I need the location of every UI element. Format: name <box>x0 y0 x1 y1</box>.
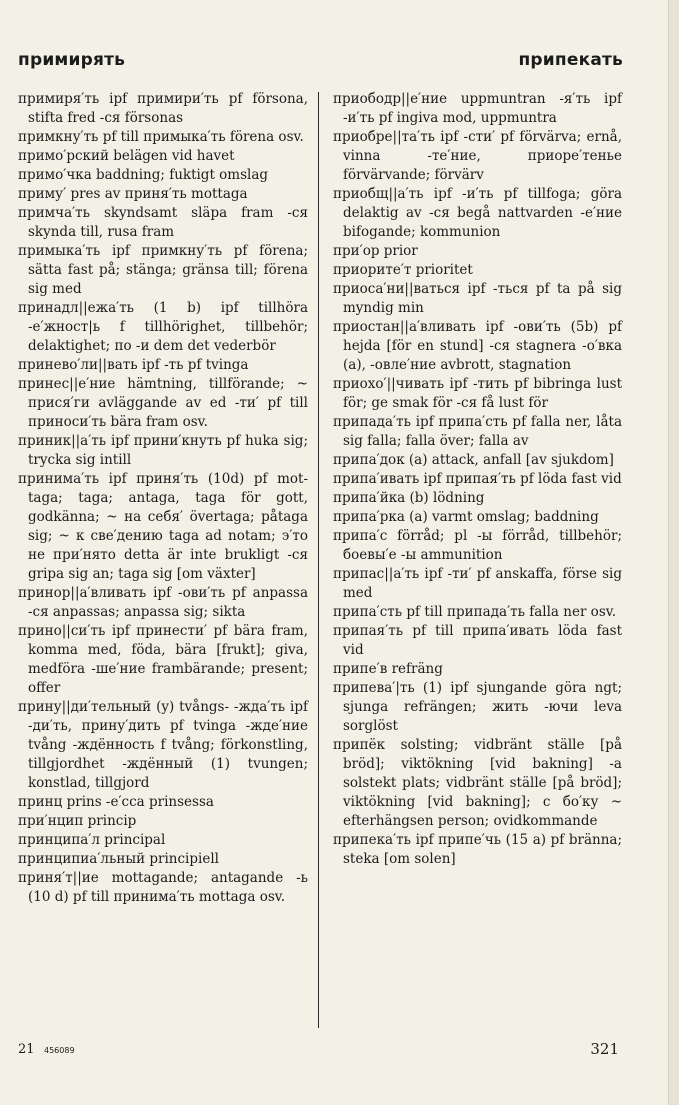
running-head <box>18 50 623 76</box>
entry: приня′т||ие mottagande; antagande -ь (10 d) pf till принима′ть mottaga osv. <box>18 870 308 905</box>
print-code: 456089 <box>44 1046 75 1055</box>
entry: принес||е′ние hämtning, tillförande; ~ прися′ги avläggande av ed -ти′ pf till приноси′ть bära fram osv. <box>18 376 308 430</box>
entry: припа′с förråd; pl -ы förråd, tillbehör; боевы′е -ы ammunition <box>333 528 622 563</box>
entry: припа′ивать ipf припая′ть pf löda fast vid <box>333 471 622 487</box>
entry: приоса′ни||ваться ipf -ться pf ta på sig myndig min <box>333 281 622 316</box>
entry: припа′сть pf till припада′ть falla ner osv. <box>333 604 617 620</box>
entry: приободр||е′ние uppmuntran -я′ть ipf -и′ть pf ingiva mod, uppmuntra <box>333 91 622 126</box>
entry: принево′ли||вать ipf -ть pf tvinga <box>18 357 249 373</box>
entry: примча′ть skyndsamt släpa fram -ся skynda till, rusa fram <box>18 205 308 240</box>
entry: приник||а′ть ipf прини′кнуть pf huka sig; trycka sig intill <box>18 433 308 468</box>
entry: приобре||та′ть ipf -сти′ pf förvärva; ernå, vinna -те′ние, приоре′тенье förvärvande; förvärv <box>333 129 622 183</box>
entry: припе′в refräng <box>333 661 443 677</box>
running-head-left: примирять <box>18 50 126 70</box>
entry: приостан||а′вливать ipf -ови′ть (5b) pf hejda [för en stund] -ся stagnera -о′вка (a), -овле′ние avbrott, stagnation <box>333 319 622 373</box>
signature-mark: 21 <box>18 1042 35 1057</box>
entry: припа′док (a) attack, anfall [av sjukdom] <box>333 452 614 468</box>
entry: приму′ pres av приня′ть mottaga <box>18 186 248 202</box>
entry: прину||ди′тельный (y) tvångs- -жда′ть ipf -ди′ть, прину′дить pf tvinga -жде′ние tvång -ждённость f tvång; förkonstling, tillgjordhet -ждённый (1) tvungen; konstlad, tillgjord <box>18 699 308 791</box>
entry: принор||а′вливать ipf -ови′ть pf anpassa -ся anpassas; anpassa sig; sikta <box>18 585 308 620</box>
entry: примо′чка baddning; fuktigt omslag <box>18 167 269 183</box>
entry: принципиа′льный principiell <box>18 851 219 867</box>
right-column <box>333 90 622 869</box>
page-number: 321 <box>590 1040 619 1058</box>
entry: припа′йка (b) lödning <box>333 490 485 506</box>
entry: примиря′ть ipf примири′ть pf försona, stifta fred -ся försonas <box>18 91 308 126</box>
entry: припека′ть ipf припе′чь (15 a) pf bränna; steka [om solen] <box>333 832 622 867</box>
entry: припёк solsting; vidbränt ställe [på bröd]; viktökning [vid bakning] -а solstekt plats; vidbränt ställe [på bröd]; viktökning [vid bakning]; с бо′ку ~ efterhängsen person; ovidkommande <box>333 737 622 829</box>
left-column <box>18 90 308 907</box>
entry: примкну′ть pf till примыка′ть förena osv. <box>18 129 304 145</box>
entry: при′ор prior <box>333 243 418 259</box>
entry: припада′ть ipf припа′сть pf falla ner, låta sig falla; falla över; falla av <box>333 414 622 449</box>
entry: приохо′||чивать ipf -тить pf bibringa lust för; ge smak för -ся få lust för <box>333 376 622 411</box>
entry: прино||си′ть ipf принести′ pf bära fram, komma med, föda, bära [frukt]; giva, medföra -ше′ние frambärande; present; offer <box>18 623 308 696</box>
entry: припева′|ть (1) ipf sjungande göra ngt; sjunga refrängen; жить -ючи leva sorglöst <box>333 680 622 734</box>
page-footer <box>18 1040 619 1064</box>
entry: примыка′ть ipf примкну′ть pf förena; sätta fast på; stänga; gränsa till; förena sig med <box>18 243 308 297</box>
entry: принципа′л principal <box>18 832 166 848</box>
entry: приорите′т prioritet <box>333 262 473 278</box>
entry: припас||а′ть ipf -ти′ pf anskaffa, förse sig med <box>333 566 622 601</box>
entry: припа′рка (a) varmt omslag; baddning <box>333 509 599 525</box>
page-edge <box>668 0 679 1105</box>
entry: принц prins -е′сса prinsessa <box>18 794 214 810</box>
entry: припая′ть pf till припа′ивать löda fast vid <box>333 623 622 658</box>
running-head-right: припекать <box>518 50 623 70</box>
entry: принадл||ежа′ть (1 b) ipf tillhöra -е′жност|ь f tillhörighet, tillbehör; delaktighet; по -и dem det vederbör <box>18 300 308 354</box>
entry: примо′рский belägen vid havet <box>18 148 235 164</box>
column-divider <box>318 92 319 1028</box>
entry: принима′ть ipf приня′ть (10d) pf mottaga; taga; antaga, taga för gott, godkänna; ~ на себя′ övertaga; påtaga sig; ~ к све′дению taga ad notam; э′то не при′нято detta är inte brukligt -ся gripa sig an; taga sig [om växter] <box>18 471 308 582</box>
entry: при′нцип princip <box>18 813 137 829</box>
entry: приобщ||а′ть ipf -и′ть pf tillfoga; göra delaktig av -ся begå nattvarden -е′ние bifogande; kommunion <box>333 186 622 240</box>
